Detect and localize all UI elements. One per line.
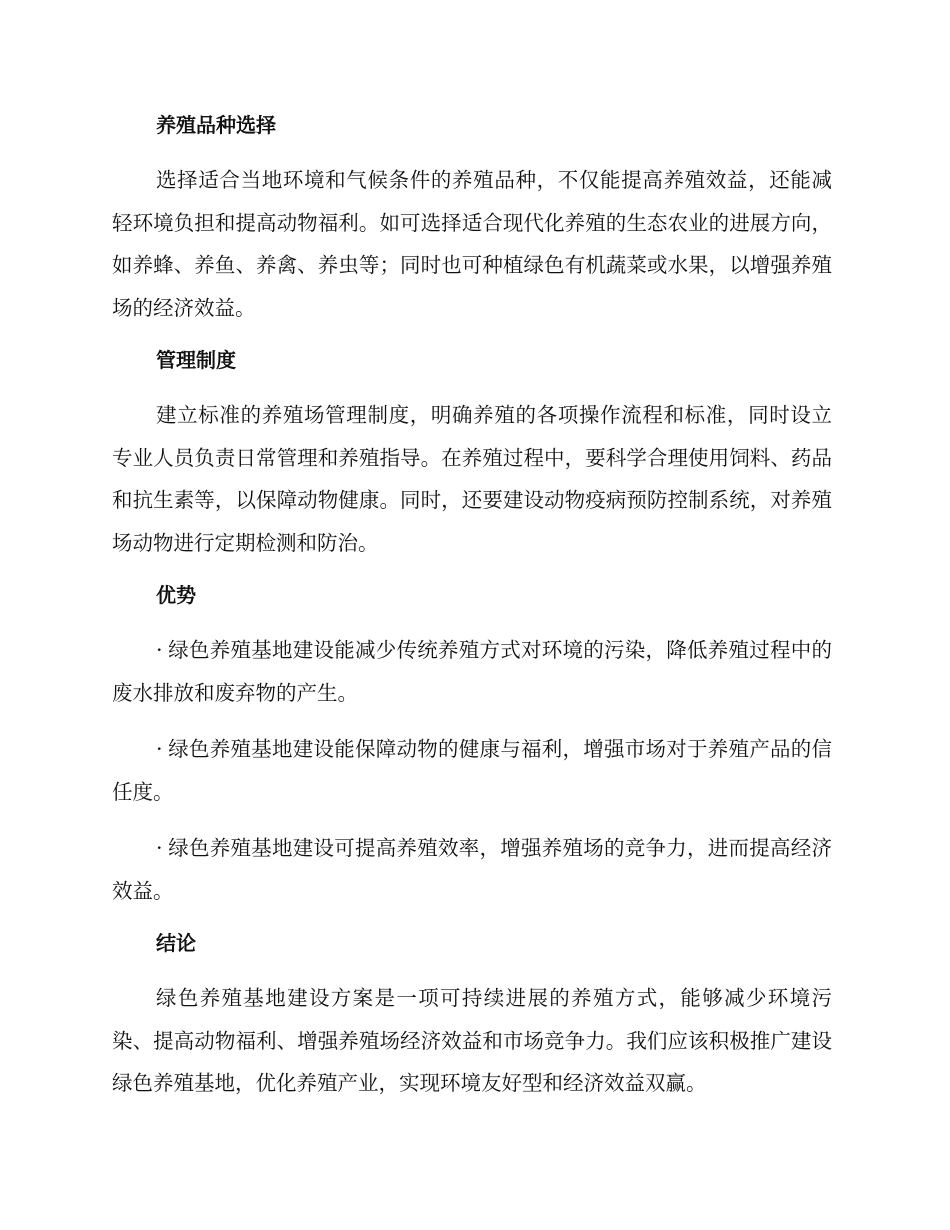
bullet-text: 绿色养殖基地建设可提高养殖效率，增强养殖场的竞争力，进而提高经济效益。: [112, 836, 832, 903]
document-page: [112, 108, 832, 1119]
section-heading: 养殖品种选择: [156, 113, 276, 137]
body-paragraph: 建立标准的养殖场管理制度，明确养殖的各项操作流程和标准，同时设立专业人员负责日常管理和养殖指导。在养殖过程中，要科学合理使用饲料、药品和抗生素等，以保障动物健康。同时，还要建设动物疫病预防控制系统，对养殖场动物进行定期检测和防治。: [112, 403, 832, 555]
section-breed-selection: [112, 108, 832, 329]
bullet-symbol: ·: [156, 836, 163, 860]
body-paragraph: 绿色养殖基地建设方案是一项可持续进展的养殖方式，能够减少环境污染、提高动物福利、增强养殖场经济效益和市场竞争力。我们应该积极推广建设绿色养殖基地，优化养殖产业，实现环境友好型和经济效益双赢。: [112, 986, 832, 1095]
bullet-item: [112, 827, 832, 912]
bullet-symbol: ·: [156, 737, 163, 761]
section-conclusion: [112, 926, 832, 1105]
bullet-item: [112, 629, 832, 714]
bullet-symbol: ·: [156, 638, 163, 662]
section-heading: 优势: [156, 583, 196, 607]
bullet-item: [112, 728, 832, 813]
bullet-text: 绿色养殖基地建设能保障动物的健康与福利，增强市场对于养殖产品的信任度。: [112, 737, 832, 804]
section-advantages: [112, 578, 832, 912]
section-heading: 管理制度: [156, 348, 236, 372]
section-heading: 结论: [156, 931, 196, 955]
body-paragraph: 选择适合当地环境和气候条件的养殖品种，不仅能提高养殖效益，还能减轻环境负担和提高动物福利。如可选择适合现代化养殖的生态农业的进展方向，如养蜂、养鱼、养禽、养虫等；同时也可种植绿色有机蔬菜或水果，以增强养殖场的经济效益。: [112, 168, 832, 320]
section-management: [112, 343, 832, 564]
bullet-text: 绿色养殖基地建设能减少传统养殖方式对环境的污染，降低养殖过程中的废水排放和废弃物的产生。: [112, 638, 832, 705]
